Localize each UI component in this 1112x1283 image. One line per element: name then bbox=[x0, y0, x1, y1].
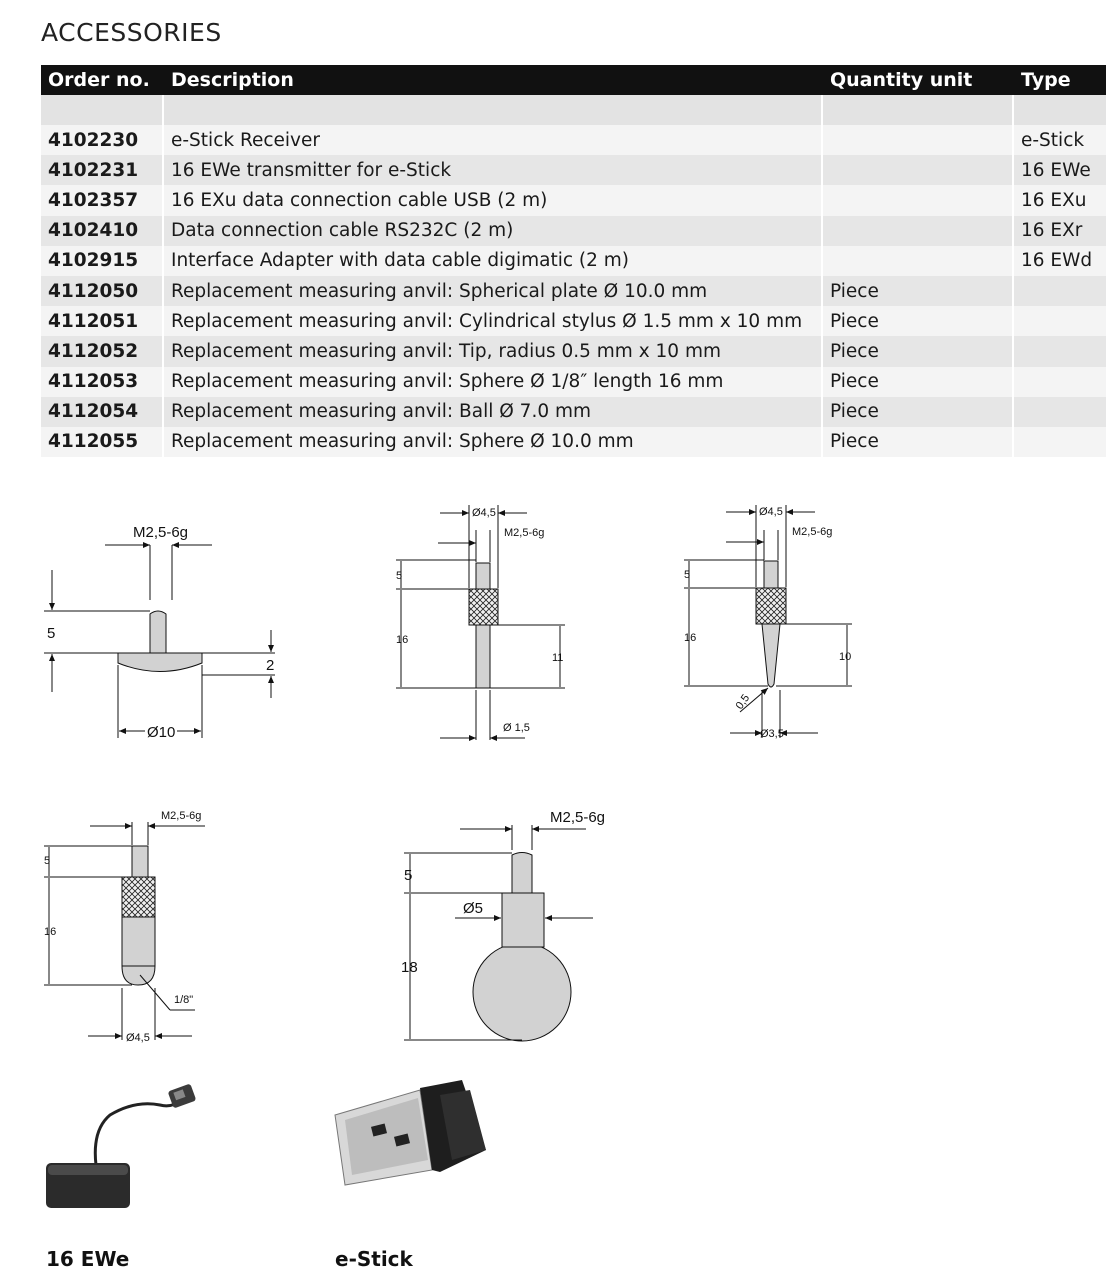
drawing-cylindrical-stylus bbox=[396, 505, 565, 740]
ball-h18-label: 18 bbox=[401, 959, 418, 976]
order-no-cell: 4112053 bbox=[41, 367, 164, 397]
quantity-unit-cell: Piece bbox=[823, 336, 1014, 366]
type-cell: 16 EXr bbox=[1014, 216, 1106, 246]
caption-estick: e-Stick bbox=[335, 1247, 413, 1271]
type-cell: 16 EWd bbox=[1014, 246, 1106, 276]
description-cell: Interface Adapter with data cable digimatic (2 m) bbox=[164, 246, 823, 276]
description-cell: Replacement measuring anvil: Ball Ø 7.0 mm bbox=[164, 397, 823, 427]
order-no-cell: 4112052 bbox=[41, 336, 164, 366]
description-cell: Replacement measuring anvil: Spherical plate Ø 10.0 mm bbox=[164, 276, 823, 306]
description-cell: Data connection cable RS232C (2 m) bbox=[164, 216, 823, 246]
order-no-cell: 4112050 bbox=[41, 276, 164, 306]
tip-dia-top-label: Ø4,5 bbox=[759, 506, 783, 518]
quantity-unit-cell: Piece bbox=[823, 276, 1014, 306]
eighth-thread-label: M2,5-6g bbox=[161, 810, 202, 822]
description-cell: e-Stick Receiver bbox=[164, 125, 823, 155]
description-cell: Replacement measuring anvil: Sphere Ø 10.0 mm bbox=[164, 427, 823, 457]
description-cell: Replacement measuring anvil: Cylindrical stylus Ø 1.5 mm x 10 mm bbox=[164, 306, 823, 336]
eighth-dia-label: Ø4,5 bbox=[126, 1032, 150, 1044]
col-header-quantity: Quantity unit bbox=[823, 65, 1014, 95]
tip-h16-label: 16 bbox=[684, 632, 697, 644]
plate-h2-label: 2 bbox=[266, 657, 275, 674]
cyl-h11-label: 11 bbox=[552, 652, 564, 664]
type-cell: 16 EWe bbox=[1014, 155, 1106, 185]
cyl-dia-top-label: Ø4,5 bbox=[472, 507, 496, 519]
tip-radius-label: 0,5 bbox=[733, 692, 753, 712]
plate-dia-label: Ø10 bbox=[147, 724, 176, 741]
drawing-spherical-plate bbox=[44, 545, 275, 738]
col-header-order: Order no. bbox=[41, 65, 164, 95]
eighth-sphere-label: 1/8" bbox=[174, 994, 194, 1006]
cyl-thread-label: M2,5-6g bbox=[504, 527, 545, 539]
description-cell: 16 EWe transmitter for e-Stick bbox=[164, 155, 823, 185]
caption-16ewe: 16 EWe bbox=[46, 1247, 130, 1271]
drawing-ball bbox=[404, 825, 593, 1041]
tip-dia-bottom-label: Ø3,5 bbox=[760, 728, 784, 740]
tip-h5-label: 5 bbox=[684, 569, 691, 581]
order-no-cell: 4102230 bbox=[41, 125, 164, 155]
col-header-type: Type bbox=[1014, 65, 1106, 95]
cyl-dia-bottom-label: Ø 1,5 bbox=[503, 722, 530, 734]
type-cell: 16 EXu bbox=[1014, 185, 1106, 215]
quantity-unit-cell: Piece bbox=[823, 367, 1014, 397]
ball-dia-label: Ø5 bbox=[463, 900, 484, 917]
order-no-cell: 4102357 bbox=[41, 185, 164, 215]
drawing-tip bbox=[684, 505, 852, 738]
quantity-unit-cell: Piece bbox=[823, 397, 1014, 427]
transmitter-photo bbox=[46, 1083, 196, 1208]
cyl-h5-label: 5 bbox=[396, 570, 403, 582]
usb-stick-photo bbox=[335, 1080, 486, 1185]
eighth-h5-label: 5 bbox=[44, 855, 51, 867]
description-cell: 16 EXu data connection cable USB (2 m) bbox=[164, 185, 823, 215]
order-no-cell: 4102410 bbox=[41, 216, 164, 246]
order-no-cell: 4112051 bbox=[41, 306, 164, 336]
description-cell: Replacement measuring anvil: Tip, radius 0.5 mm x 10 mm bbox=[164, 336, 823, 366]
plate-h5-label: 5 bbox=[47, 625, 56, 642]
order-no-cell: 4102915 bbox=[41, 246, 164, 276]
description-cell: Replacement measuring anvil: Sphere Ø 1/8″ length 16 mm bbox=[164, 367, 823, 397]
eighth-h16-label: 16 bbox=[44, 926, 57, 938]
type-cell: e-Stick bbox=[1014, 125, 1106, 155]
plate-thread-label: M2,5-6g bbox=[133, 524, 189, 541]
page-title: ACCESSORIES bbox=[41, 18, 222, 47]
tip-thread-label: M2,5-6g bbox=[792, 526, 833, 538]
ball-h5-label: 5 bbox=[404, 867, 413, 884]
order-no-cell: 4102231 bbox=[41, 155, 164, 185]
col-header-description: Description bbox=[164, 65, 823, 95]
drawing-sphere-eighth bbox=[44, 822, 205, 1040]
ball-thread-label: M2,5-6g bbox=[550, 809, 606, 826]
tip-h10-label: 10 bbox=[839, 651, 852, 663]
quantity-unit-cell: Piece bbox=[823, 306, 1014, 336]
order-no-cell: 4112054 bbox=[41, 397, 164, 427]
cyl-h16-label: 16 bbox=[396, 634, 409, 646]
quantity-unit-cell: Piece bbox=[823, 427, 1014, 457]
order-no-cell: 4112055 bbox=[41, 427, 164, 457]
